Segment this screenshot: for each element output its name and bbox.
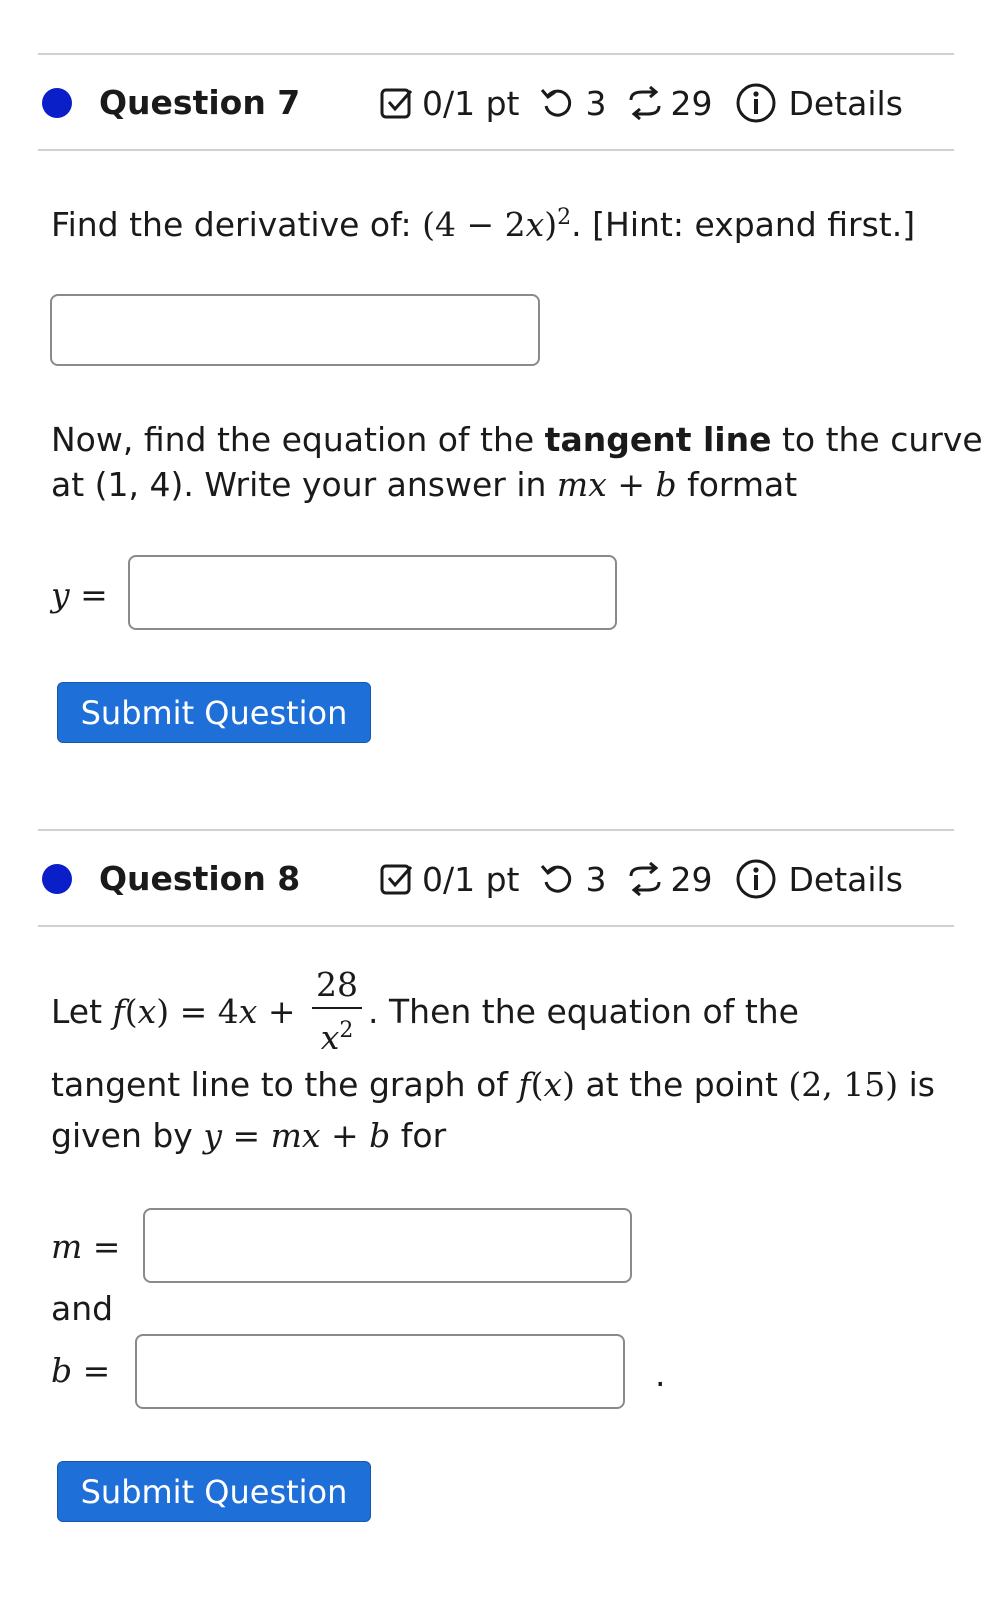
info-icon (735, 858, 777, 900)
function-f: f(x) (518, 1065, 575, 1104)
details-label: Details (788, 859, 903, 899)
question-prompt-line3: given by y = mx + b for (51, 1116, 447, 1155)
function-definition: f(x) = 4x + (112, 992, 307, 1031)
details-label: Details (788, 83, 903, 123)
attempts-icon (625, 862, 665, 896)
details-link[interactable] (735, 858, 903, 900)
tangent-input[interactable] (130, 557, 615, 628)
fraction-denominator: $x^2$ (320, 1018, 354, 1057)
attempts-count: 29 (670, 83, 713, 123)
details-link[interactable] (735, 82, 903, 124)
tangent-answer-box[interactable] (128, 555, 617, 630)
question-title: Question 7 (99, 83, 301, 122)
m-label: m = (51, 1227, 121, 1266)
question-header (0, 73, 986, 133)
score-text: 0/1 pt (422, 859, 520, 899)
retries-count: 3 (585, 83, 607, 123)
question-meta (380, 849, 903, 909)
submit-question-button[interactable]: Submit Question (57, 1461, 371, 1522)
m-input[interactable] (145, 1210, 630, 1281)
b-label: b = (51, 1351, 111, 1390)
and-label: and (51, 1289, 114, 1328)
tangent-prompt-line1: Now, find the equation of the tangent line to the curve (51, 420, 983, 459)
expression: $(4 - 2x)^2$ (422, 205, 572, 244)
retries-count: 3 (585, 859, 607, 899)
retry-icon (538, 86, 578, 120)
y-label: y = (51, 575, 108, 614)
question-title: Question 8 (99, 859, 301, 898)
attempts-icon (625, 86, 665, 120)
status-dot (42, 864, 72, 894)
attempts-count: 29 (670, 859, 713, 899)
info-icon (735, 82, 777, 124)
retry-icon (538, 862, 578, 896)
question-header (0, 849, 986, 909)
status-dot (42, 88, 72, 118)
derivative-input[interactable] (52, 296, 538, 364)
fraction-numerator: 28 (312, 963, 362, 1009)
emphasis-tangent-line: tangent line (544, 420, 772, 459)
derivative-answer-box[interactable] (50, 294, 540, 366)
score-text: 0/1 pt (422, 83, 520, 123)
divider (38, 149, 954, 151)
divider (38, 53, 954, 55)
point: (2, 15) (788, 1065, 899, 1104)
question-prompt-line2: tangent line to the graph of f(x) at the point (2, 15) is (51, 1065, 935, 1104)
tangent-prompt-line2: at (1, 4). Write your answer in mx + b format (51, 465, 798, 504)
question-prompt: Find the derivative of: $(4 - 2x)^2$. [Hint: expand first.] (51, 205, 916, 244)
submit-question-button[interactable]: Submit Question (57, 682, 371, 743)
fraction (312, 963, 362, 1060)
b-answer-box[interactable] (135, 1334, 625, 1409)
b-input[interactable] (137, 1336, 623, 1407)
mx-plus-b: mx + b (556, 465, 677, 504)
line-equation: y = mx + b (203, 1116, 391, 1155)
divider (38, 829, 954, 831)
m-answer-box[interactable] (143, 1208, 632, 1283)
checkbox-icon (380, 862, 414, 896)
checkbox-icon (380, 86, 414, 120)
divider (38, 925, 954, 927)
question-prompt-line1: Let f(x) = 4x + $\frac{28}{x^2}$ . Then the equation of the (51, 963, 799, 1060)
period: . (655, 1355, 666, 1394)
question-meta (380, 73, 903, 133)
